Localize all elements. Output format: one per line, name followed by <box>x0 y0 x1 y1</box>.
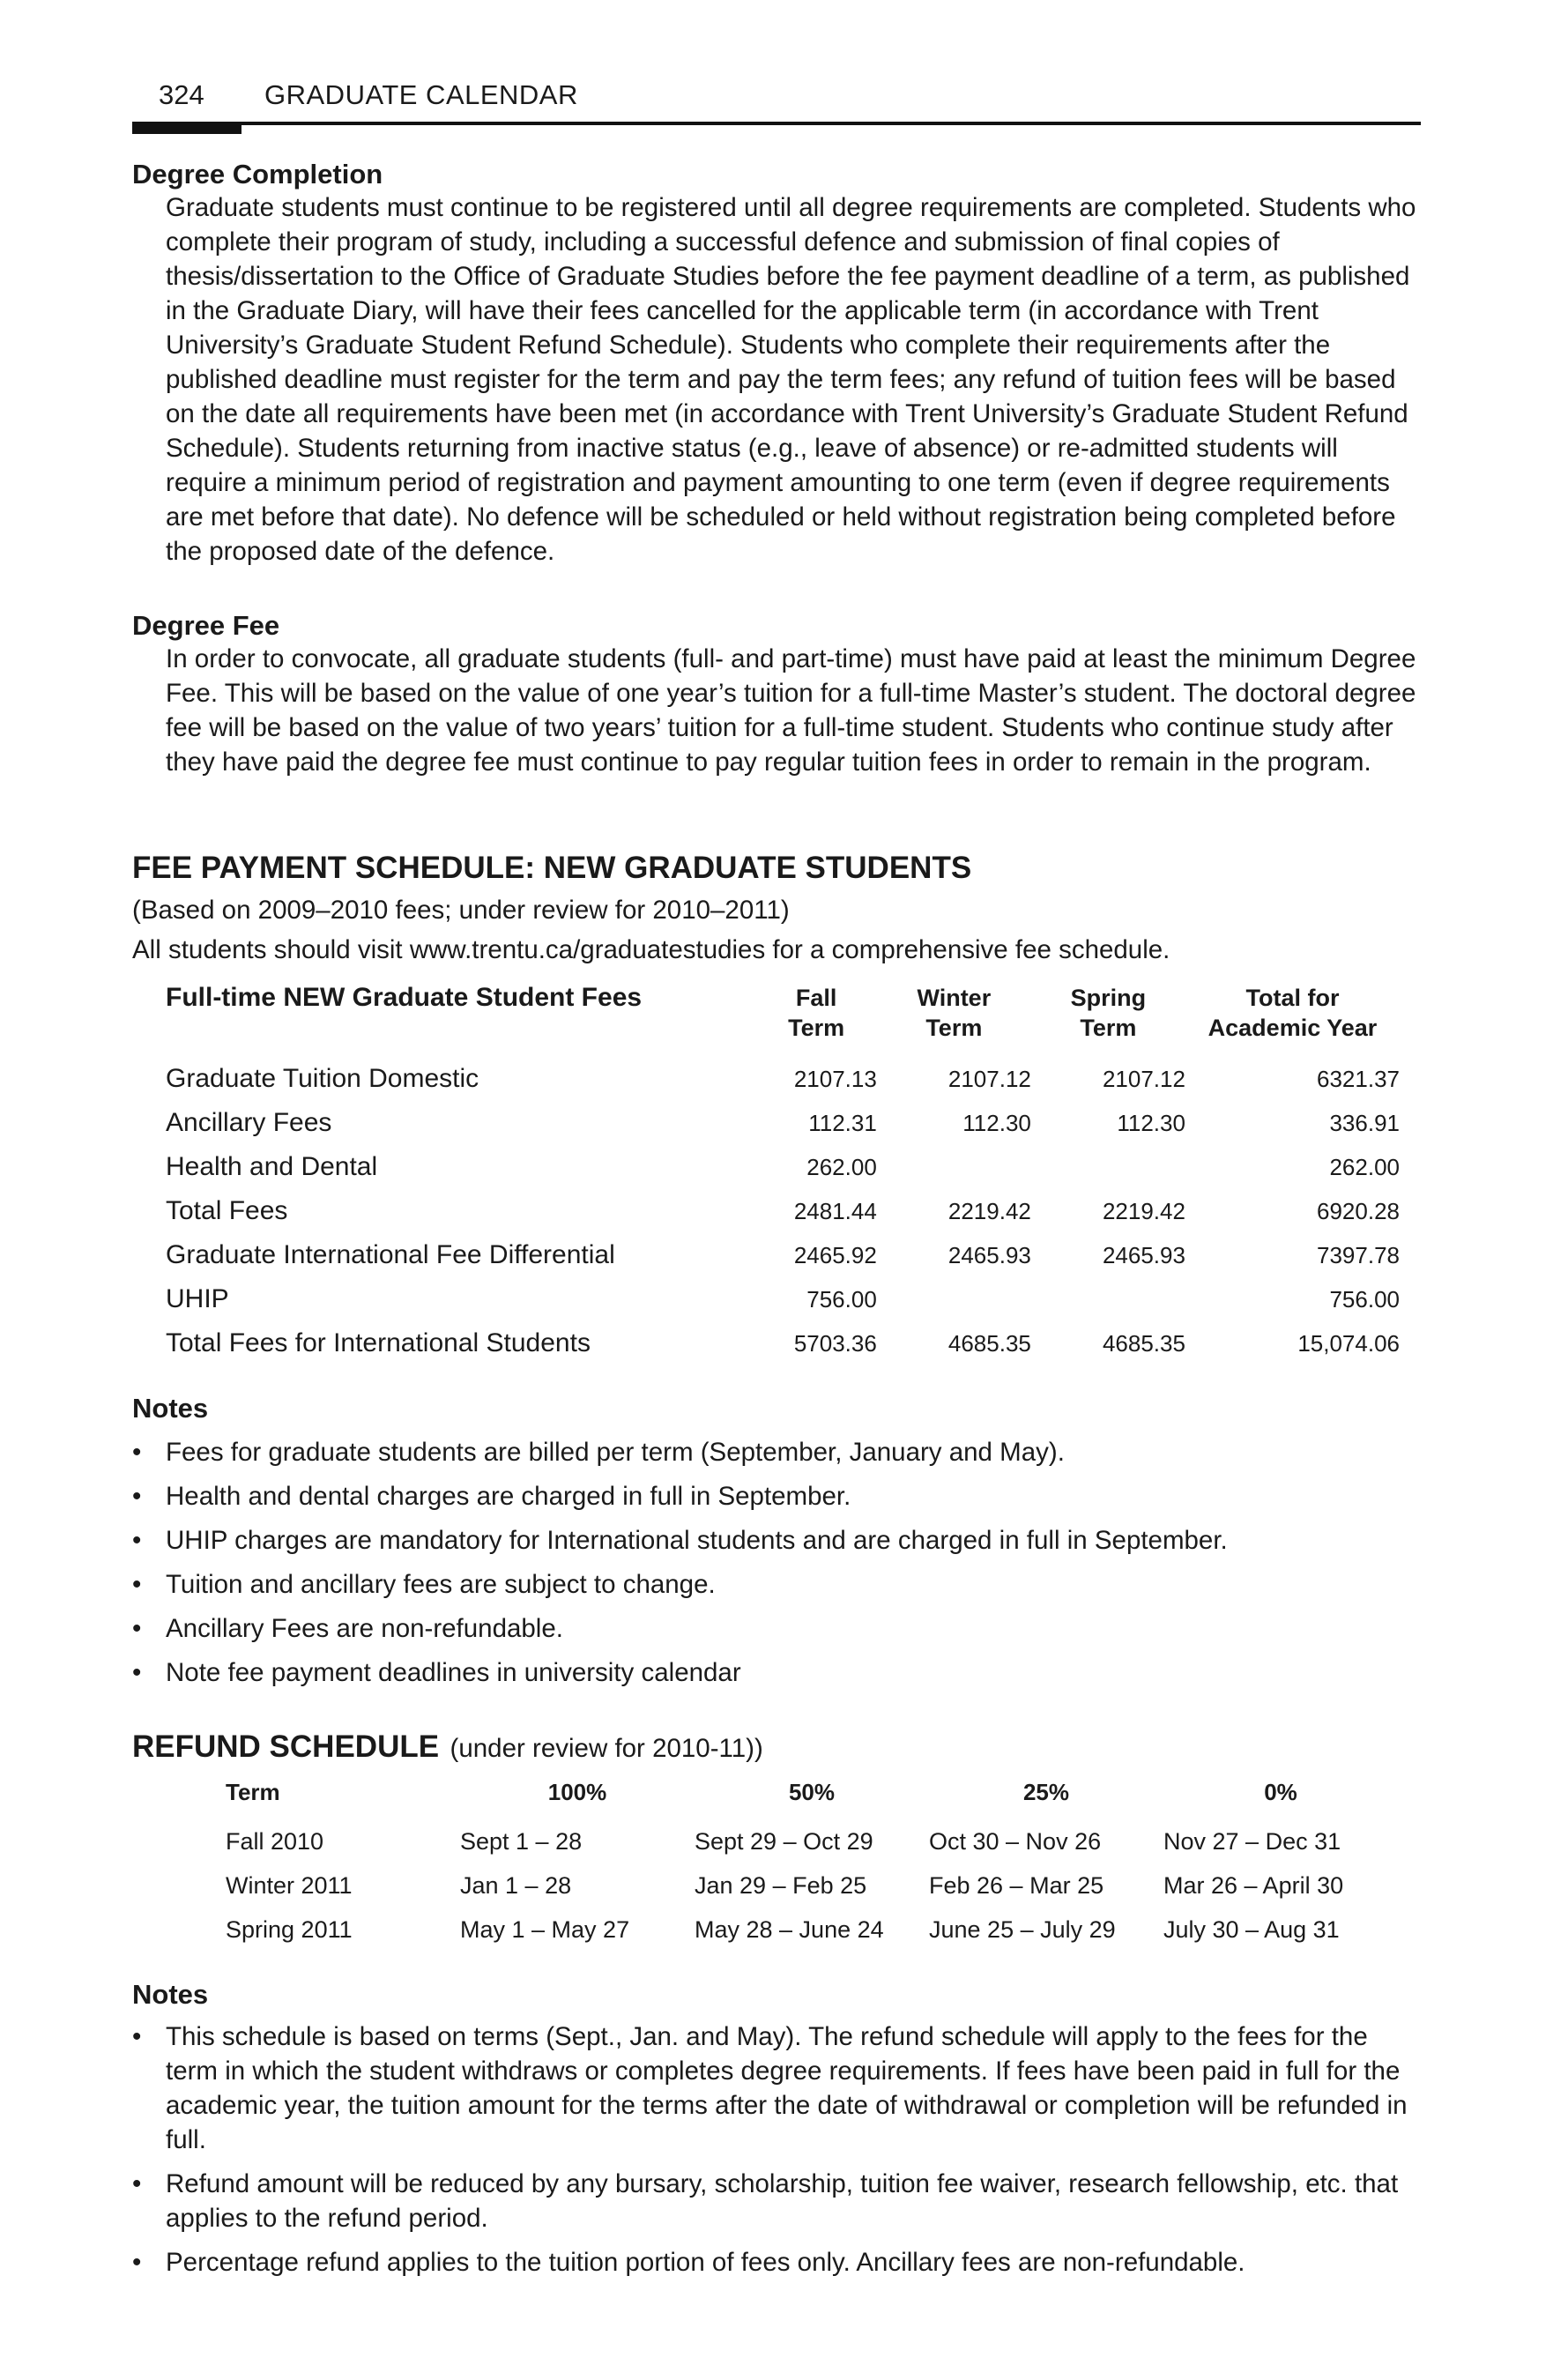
table-row <box>166 1057 1400 1101</box>
table-cell: 6321.37 <box>1317 1065 1400 1092</box>
table-cell: 756.00 <box>1329 1285 1400 1313</box>
refund-col-header-term: Term <box>226 1779 280 1805</box>
list-item: • Fees for graduate students are billed per term (September, January and May). <box>132 1435 1421 1469</box>
table-cell: Jan 29 – Feb 25 <box>695 1871 867 1899</box>
fee-notes-heading: Notes <box>132 1393 209 1424</box>
running-title: GRADUATE CALENDAR <box>264 79 578 110</box>
table-row <box>166 1233 1400 1277</box>
table-cell: 262.00 <box>806 1153 877 1180</box>
table-cell: 15,074.06 <box>1297 1329 1400 1357</box>
degree-fee-body: In order to convocate, all graduate students (full- and part-time) must have paid at least the minimum Degree Fee. This will be based on the value of one year’s tuition for a full-time Master’s student. The doctoral degree fee will be based on the value of two years’ tuition for a full-time student. Students who continue study after they have paid the degree fee must continue to pay regular tuition fees in order to remain in the program. <box>166 644 1416 777</box>
refund-table-header-row <box>226 1779 1398 1819</box>
degree-completion-body: Graduate students must continue to be registered until all degree requirements are completed. Students who complete their program of study, including a successful defence and submission of final copies of thesis/dissertation to the Office of Graduate Studies before the fee payment deadline of a term, as published in the Graduate Diary, will have their fees cancelled for the applicable term (in accordance with Trent University’s Graduate Student Refund Schedule). Students who complete their requirements after the published deadline must register for the term and pay the term fees; any refund of tuition fees will be based on the date all requirements have been met (in accordance with Trent University’s Graduate Student Refund Schedule). Students returning from inactive status (e.g., leave of absence) or re-admitted students will require a minimum period of registration and payment amounting to one term (even if degree requirements are met before that date). No defence will be scheduled or held without registration being completed before the proposed date of the defence. <box>166 193 1416 566</box>
table-cell: Graduate Tuition Domestic <box>166 1064 479 1093</box>
fee-notes-section <box>132 1393 1421 1699</box>
table-cell: Graduate International Fee Differential <box>166 1240 615 1269</box>
list-item: • Percentage refund applies to the tuition portion of fees only. Ancillary fees are non-refundable. <box>132 2245 1421 2280</box>
table-cell: Nov 27 – Dec 31 <box>1163 1827 1341 1855</box>
table-cell: 112.31 <box>808 1109 877 1136</box>
table-cell: May 1 – May 27 <box>460 1915 630 1943</box>
fee-table-header-row <box>166 983 1400 1043</box>
table-cell: Ancillary Fees <box>166 1108 332 1137</box>
fee-col-header-winter: Winter Term <box>917 985 992 1041</box>
table-row <box>226 1908 1398 1952</box>
table-row <box>166 1321 1400 1365</box>
refund-notes-heading: Notes <box>132 1979 209 2010</box>
fee-schedule-subtitle: (Based on 2009–2010 fees; under review for 2010–2011) <box>132 896 790 925</box>
refund-section <box>132 1729 1421 1766</box>
table-cell: Health and Dental <box>166 1152 378 1181</box>
table-cell: 2107.13 <box>793 1065 877 1092</box>
table-row <box>226 1863 1398 1908</box>
page-header <box>132 79 1421 123</box>
table-cell: June 25 – July 29 <box>929 1915 1116 1943</box>
table-cell: Oct 30 – Nov 26 <box>929 1827 1102 1855</box>
table-cell: Mar 26 – April 30 <box>1163 1871 1344 1899</box>
refund-col-header-100: 100% <box>547 1779 607 1805</box>
table-cell: Fall 2010 <box>226 1827 324 1855</box>
table-cell: 2107.12 <box>947 1065 1031 1092</box>
table-cell: Total Fees <box>166 1196 288 1225</box>
refund-col-header-25: 25% <box>1022 1779 1070 1805</box>
table-cell: 2465.92 <box>793 1241 877 1268</box>
table-cell: 2219.42 <box>1102 1197 1185 1224</box>
calendar-page <box>132 0 1421 2380</box>
table-cell: 756.00 <box>806 1285 877 1313</box>
table-cell: 5703.36 <box>793 1329 877 1357</box>
table-cell <box>1031 1277 1185 1321</box>
table-cell <box>877 1277 1031 1321</box>
table-cell: 2465.93 <box>1102 1241 1185 1268</box>
table-row <box>226 1819 1398 1863</box>
page-number: 324 <box>159 79 204 110</box>
table-cell: 2481.44 <box>793 1197 877 1224</box>
list-item: • This schedule is based on terms (Sept., Jan. and May). The refund schedule will apply to the fees for the term in which the student withdraws or completes degree requirements. If fees have been paid in full for the academic year, the tuition amount for the terms after the date of withdrawal or completion will be refunded in full. <box>132 2019 1421 2157</box>
fee-notes-list <box>132 1435 1421 1690</box>
list-item: • Note fee payment deadlines in university calendar <box>132 1655 1421 1690</box>
fee-schedule-visit-note: All students should visit www.trentu.ca/graduatestudies for a comprehensive fee schedule. <box>132 935 1170 964</box>
refund-title-note: (under review for 2010-11)) <box>450 1734 763 1763</box>
table-cell <box>1031 1145 1185 1189</box>
table-cell: 112.30 <box>1117 1109 1185 1136</box>
degree-completion-heading: Degree Completion <box>132 159 383 190</box>
list-item: • Tuition and ancillary fees are subject to change. <box>132 1567 1421 1602</box>
fee-col-header-total: Total for Academic Year <box>1207 985 1378 1041</box>
table-row <box>166 1101 1400 1145</box>
table-cell: 7397.78 <box>1317 1241 1400 1268</box>
list-item: • UHIP charges are mandatory for International students and are charged in full in September. <box>132 1523 1421 1558</box>
table-row <box>166 1145 1400 1189</box>
table-cell: 336.91 <box>1329 1109 1400 1136</box>
table-cell: Total Fees for International Students <box>166 1328 591 1357</box>
list-item: • Ancillary Fees are non-refundable. <box>132 1611 1421 1646</box>
fee-schedule-title: FEE PAYMENT SCHEDULE: NEW GRADUATE STUDENTS <box>132 851 972 885</box>
table-cell: Sept 29 – Oct 29 <box>695 1827 873 1855</box>
table-cell: 2107.12 <box>1102 1065 1185 1092</box>
table-row <box>166 1189 1400 1233</box>
fee-col-header-label: Full-time NEW Graduate Student Fees <box>166 983 643 1012</box>
table-cell: 4685.35 <box>1102 1329 1185 1357</box>
refund-notes-list <box>132 2019 1421 2280</box>
table-row <box>166 1277 1400 1321</box>
table-cell <box>877 1145 1031 1189</box>
table-cell: Winter 2011 <box>226 1871 353 1899</box>
header-tab-bar <box>132 122 241 134</box>
degree-fee-section <box>132 610 1421 779</box>
table-cell: July 30 – Aug 31 <box>1163 1915 1340 1943</box>
table-cell: 6920.28 <box>1317 1197 1400 1224</box>
table-cell: 2219.42 <box>947 1197 1031 1224</box>
list-item: • Health and dental charges are charged in full in September. <box>132 1479 1421 1514</box>
table-cell: Spring 2011 <box>226 1915 353 1943</box>
table-cell: 262.00 <box>1329 1153 1400 1180</box>
degree-fee-heading: Degree Fee <box>132 610 280 641</box>
table-cell: Jan 1 – 28 <box>460 1871 572 1899</box>
table-cell: Feb 26 – Mar 25 <box>929 1871 1104 1899</box>
table-cell: 112.30 <box>962 1109 1031 1136</box>
refund-notes-section <box>132 1979 1421 2289</box>
refund-col-header-0: 0% <box>1264 1779 1297 1805</box>
refund-title: REFUND SCHEDULE <box>132 1729 440 1764</box>
fee-col-header-spring: Spring Term <box>1070 985 1147 1041</box>
table-cell: May 28 – June 24 <box>695 1915 884 1943</box>
table-cell: UHIP <box>166 1284 229 1313</box>
refund-table <box>226 1779 1398 1952</box>
fee-table <box>166 983 1400 1365</box>
degree-completion-section <box>132 159 1421 569</box>
table-cell: Sept 1 – 28 <box>460 1827 583 1855</box>
header-rule <box>132 122 1421 125</box>
table-cell: 2465.93 <box>947 1241 1031 1268</box>
fee-schedule-section <box>132 851 1421 967</box>
refund-col-header-50: 50% <box>788 1779 836 1805</box>
list-item: • Refund amount will be reduced by any bursary, scholarship, tuition fee waiver, research fellowship, etc. that applies to the refund period. <box>132 2167 1421 2235</box>
table-cell: 4685.35 <box>947 1329 1031 1357</box>
fee-col-header-fall: Fall Term <box>788 985 845 1041</box>
